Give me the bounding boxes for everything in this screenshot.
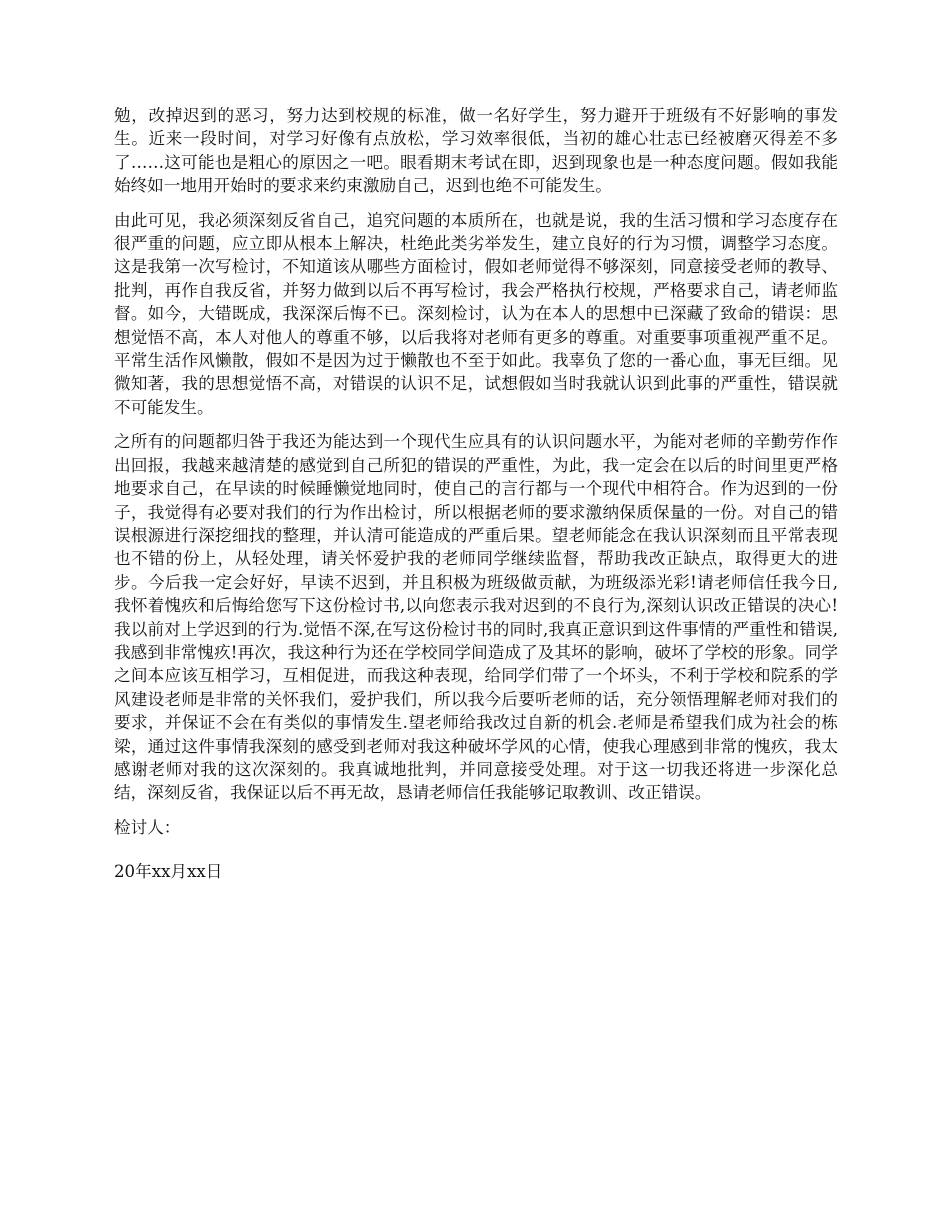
paragraph-3: 之所有的问题都归咎于我还为能达到一个现代生应具有的认识问题水平，为能对老师的辛勤劳作作出回报，我越来越清楚的感觉到自己所犯的错误的严重性，为此，我一定会在以后的时间里更严格地要求自己，在早读的时候睡懒觉地同时，使自己的言行都与一个现代中相符合。作为迟到的一份子，我觉得有必要对我们的行为作出检讨，所以根据老师的要求激纳保质保量的一份。对自己的错误根源进行深挖细找的整理，并认清可能造成的严重后果。望老师能念在我认识深刻而且平常表现也不错的份上，从轻处理，请关怀爱护我的老师同学继续监督，帮助我改正缺点，取得更大的进步。今后我一定会好好，早读不迟到，并且积极为班级做贡献，为班级添光彩!请老师信任我今日,我怀着愧疚和后悔给您写下这份检讨书,以向您表示我对迟到的不良行为,深刻认识改正错误的决心!我以前对上学迟到的行为.觉悟不深,在写这份检讨书的同时,我真正意识到这件事情的严重性和错误,我感到非常愧疚!再次，我这种行为还在学校同学间造成了及其坏的影响，破坏了学校的形象。同学之间本应该互相学习，互相促进，而我这种表现，给同学们带了一个坏头，不利于学校和院系的学风建设老师是非常的关怀我们，爱护我们，所以我今后要听老师的话，充分领悟理解老师对我们的要求，并保证不会在有类似的事情发生.望老师给我改过自新的机会.老师是希望我们成为社会的栋梁，通过这件事情我深刻的感受到老师对我这种破坏学风的心情，使我心理感到非常的愧疚，我太感谢老师对我的这次深刻的。我真诚地批判，并同意接受处理。对于这一切我还将进一步深化总结，深刻反省，我保证以后不再无故，恳请老师信任我能够记取教训、改正错误。 [114,432,838,803]
date-line: 20年xx月xx日 [114,862,223,882]
paragraph-1: 勉，改掉迟到的恶习，努力达到校规的标准，做一名好学生，努力避开于班级有不好影响的事发生。近来一段时间，对学习好像有点放松，学习效率很低，当初的雄心壮志已经被磨灭得差不多了……这可能也是粗心的原因之一吧。眼看期末考试在即，迟到现象也是一种态度问题。假如我能始终如一地用开始时的要求来约束激励自己，迟到也绝不可能发生。 [114,106,838,196]
paragraph-2: 由此可见，我必须深刻反省自己，追究问题的本质所在，也就是说，我的生活习惯和学习态度存在很严重的问题，应立即从根本上解决，杜绝此类劣举发生，建立良好的行为习惯，调整学习态度。这是我第一次写检讨，不知道该从哪些方面检讨，假如老师觉得不够深刻，同意接受老师的教导、批判，再作自我反省，并努力做到以后不再写检讨，我会严格执行校规，严格要求自己，请老师监督。如今，大错既成，我深深后悔不已。深刻检讨，认为在本人的思想中已深藏了致命的错误：思想觉悟不高，本人对他人的尊重不够，以后我将对老师有更多的尊重。对重要事项重视严重不足。平常生活作风懒散，假如不是因为过于懒散也不至于如此。我辜负了您的一番心血，事无巨细。见微知著，我的思想觉悟不高，对错误的认识不足，试想假如当时我就认识到此事的严重性，错误就不可能发生。 [114,210,838,417]
signature-label: 检讨人： [114,817,181,837]
document-body [114,104,838,905]
